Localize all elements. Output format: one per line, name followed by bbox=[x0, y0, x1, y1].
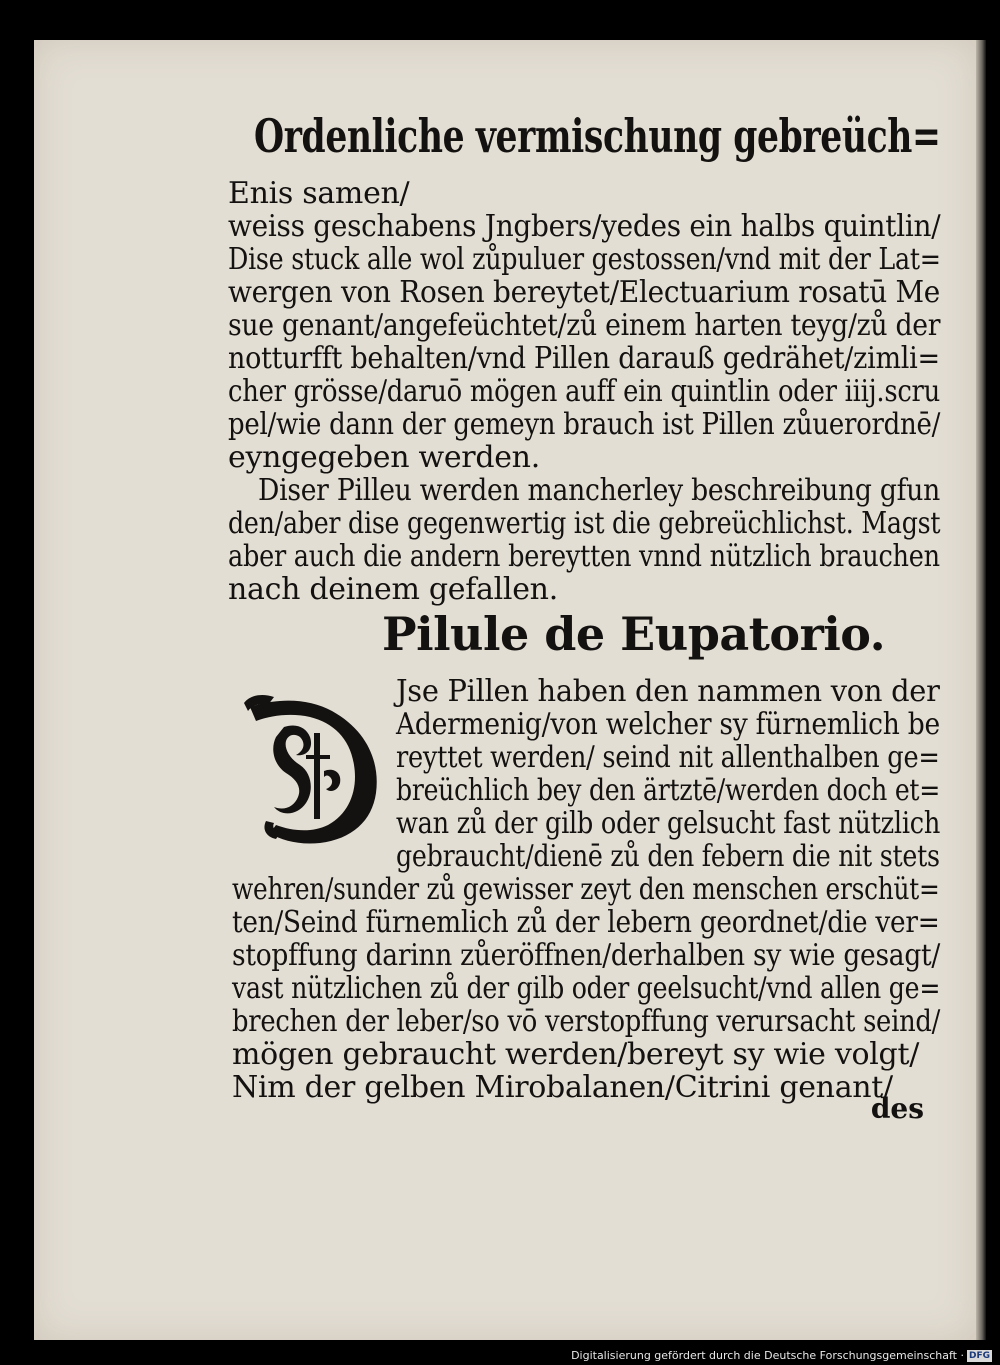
text-line: aber auch die andern bereytten vnnd nützlich brauchen bbox=[228, 539, 940, 574]
funding-credit bbox=[571, 1349, 992, 1363]
text-line: wergen von Rosen bereytet/Electuarium rosatū Me bbox=[228, 275, 941, 310]
text-line: notturfft behalten/vnd Pillen darauß gedrähet/zimli= bbox=[228, 341, 940, 376]
paragraph-start-line: Diser Pilleu werden mancherley beschreibung gfun bbox=[258, 473, 940, 508]
text-line: ten/Seind fürnemlich zů der lebern geordnet/die ver= bbox=[232, 905, 940, 940]
text-line: pel/wie dann der gemeyn brauch ist Pillen zůuerordnē/ bbox=[228, 407, 941, 442]
page-edge-shadow bbox=[976, 40, 986, 1340]
text-line: Enis samen/ bbox=[228, 176, 410, 211]
text-line: brechen der leber/so vō verstopffung verursacht seind/ bbox=[232, 1004, 941, 1039]
running-heading: Ordenliche vermischung gebreüch= bbox=[254, 109, 941, 163]
text-line: nach deinem gefallen. bbox=[228, 572, 558, 607]
text-line: wan zů der gilb oder gelsucht fast nützlich bbox=[396, 806, 941, 841]
text-line: Adermenig/von welcher sy fürnemlich be bbox=[396, 707, 940, 742]
text-line: weiss geschabens Jngbers/yedes ein halbs quintlin/ bbox=[228, 209, 941, 244]
text-line: den/aber dise gegenwertig ist die gebreüchlichst. Magst bbox=[228, 506, 941, 541]
text-line: cher grösse/daruō mögen auff ein quintlin oder iiij.scru bbox=[228, 374, 941, 409]
funding-credit-text: Digitalisierung gefördert durch die Deutsche Forschungsgemeinschaft · bbox=[571, 1349, 964, 1362]
text-line: breüchlich bey den ärtztē/werden doch et= bbox=[396, 773, 941, 808]
section-title: Pilule de Eupatorio. bbox=[382, 607, 886, 661]
text-line: Dise stuck alle wol zůpuluer gestossen/vnd mit der Lat= bbox=[228, 242, 941, 277]
text-line: gebraucht/dienē zů den febern die nit stets bbox=[396, 839, 940, 874]
text-line: sue genant/angefeüchtet/zů einem harten teyg/zů der bbox=[228, 308, 941, 343]
drop-cap-ornament-icon bbox=[240, 693, 388, 845]
catchword: des bbox=[870, 1092, 924, 1125]
text-line: vast nützlichen zů der gilb oder geelsucht/vnd allen ge= bbox=[232, 971, 941, 1006]
text-line: stopffung darinn zůeröffnen/derhalben sy wie gesagt/ bbox=[232, 938, 941, 973]
decorated-initial-d bbox=[240, 693, 388, 845]
dfg-logo: DFG bbox=[968, 1351, 990, 1361]
text-line: wehren/sunder zů gewisser zeyt den menschen erschüt= bbox=[232, 872, 940, 907]
text-line: reyttet werden/ seind nit allenthalben ge= bbox=[396, 740, 940, 775]
text-line: mögen gebraucht werden/bereyt sy wie volgt/ bbox=[232, 1037, 920, 1072]
text-line: eyngegeben werden. bbox=[228, 440, 540, 475]
text-line: Nim der gelben Mirobalanen/Citrini genant/ bbox=[232, 1070, 893, 1105]
text-line: Jse Pillen haben den nammen von der bbox=[396, 674, 940, 709]
